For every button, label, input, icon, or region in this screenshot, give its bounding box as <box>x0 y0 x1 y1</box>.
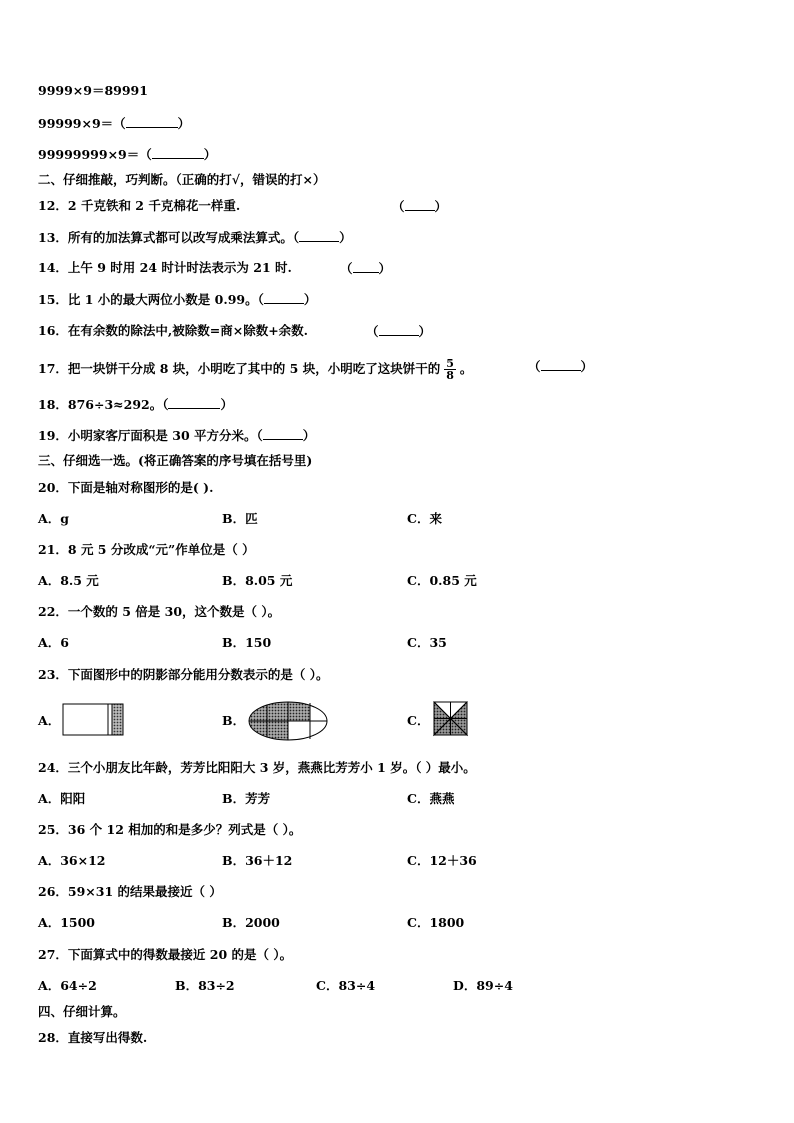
q21-option-c[interactable]: C．0.85 元 <box>407 573 477 588</box>
q16-text: 16．在有余数的除法中,被除数=商×除数+余数. <box>38 323 309 338</box>
q20-option-b[interactable]: B．匹 <box>222 511 258 526</box>
q17-text: 17．把一块饼干分成 8 块，小明吃了其中的 5 块，小明吃了这块饼干的 <box>38 361 441 376</box>
fraction <box>444 358 456 381</box>
shaded-square-figure <box>433 701 469 737</box>
line-2-close: ） <box>177 116 191 131</box>
q22-option-c[interactable]: C．35 <box>407 635 447 650</box>
answer-blank[interactable] <box>299 229 339 242</box>
shaded-rectangle-figure <box>62 703 126 737</box>
question-14 <box>38 260 292 276</box>
shaded-ellipse-figure <box>247 700 329 742</box>
paren: ） <box>434 199 448 214</box>
question-12 <box>38 198 240 214</box>
q27-option-b[interactable]: B．83÷2 <box>175 978 235 993</box>
q23-option-c[interactable]: C． <box>407 713 430 728</box>
section-2-heading: 二、仔细推敲，巧判断。（正确的打√，错误的打×） <box>38 172 326 187</box>
q25-option-a[interactable]: A．36×12 <box>38 853 106 868</box>
question-16 <box>38 323 308 339</box>
question-28: 28．直接写出得数. <box>38 1030 148 1045</box>
paren: ） <box>220 397 233 412</box>
paren: ） <box>378 261 392 276</box>
question-24: 24．三个小朋友比年龄，芳芳比阳阳大 3 岁，燕燕比芳芳小 1 岁。（ ）最小。 <box>38 760 476 775</box>
q14-text: 14．上午 9 时用 24 时计时法表示为 21 时. <box>38 260 292 275</box>
q25-option-b[interactable]: B．36＋12 <box>222 853 293 868</box>
q24-option-b[interactable]: B．芳芳 <box>222 791 271 806</box>
line-3 <box>38 146 216 163</box>
q25-option-c[interactable]: C．12＋36 <box>407 853 477 868</box>
question-21: 21．8 元 5 分改成“元”作单位是（ ） <box>38 542 255 557</box>
paren: （ <box>528 359 541 374</box>
line-3-text: 99999999×9＝（ <box>38 147 152 162</box>
q17-end: 。 <box>459 361 473 376</box>
q15-text: 15．比 1 小的最大两位小数是 0.99。（ <box>38 292 264 307</box>
line-3-close: ） <box>203 147 217 162</box>
paren: ） <box>580 359 594 374</box>
q16-answer <box>366 323 431 340</box>
question-18 <box>38 396 233 413</box>
q19-text: 19．小明家客厅面积是 30 平方分米。（ <box>38 428 263 443</box>
q18-text: 18．876÷3≈292。（ <box>38 397 169 412</box>
paren: ） <box>302 428 316 443</box>
answer-blank[interactable] <box>152 146 204 159</box>
question-20: 20．下面是轴对称图形的是( ). <box>38 480 214 495</box>
paren: ） <box>303 292 317 307</box>
q20-option-a[interactable]: A．g <box>38 511 69 526</box>
q21-option-b[interactable]: B．8.05 元 <box>222 573 293 588</box>
q26-option-b[interactable]: B．2000 <box>222 915 280 930</box>
answer-blank[interactable] <box>168 396 220 409</box>
q24-option-c[interactable]: C．燕燕 <box>407 791 455 806</box>
q21-option-a[interactable]: A．8.5 元 <box>38 573 99 588</box>
q23-option-a[interactable]: A． <box>38 713 61 728</box>
q27-option-a[interactable]: A．64÷2 <box>38 978 97 993</box>
line-2 <box>38 115 190 132</box>
q27-option-d[interactable]: D．89÷4 <box>453 978 513 993</box>
q12-text: 12．2 千克铁和 2 千克棉花一样重. <box>38 198 241 213</box>
q14-answer <box>340 260 391 277</box>
q27-option-c[interactable]: C．83÷4 <box>316 978 376 993</box>
answer-blank[interactable] <box>263 427 303 440</box>
paren: （ <box>366 324 379 339</box>
question-25: 25．36 个 12 相加的和是多少？列式是（ ）。 <box>38 822 302 837</box>
q24-option-a[interactable]: A．阳阳 <box>38 791 86 806</box>
paren: ） <box>418 324 432 339</box>
question-22: 22．一个数的 5 倍是 30，这个数是（ ）。 <box>38 604 281 619</box>
answer-blank[interactable] <box>379 323 419 336</box>
denominator: 8 <box>446 369 454 382</box>
numerator: 5 <box>446 357 454 370</box>
section-4-heading: 四、仔细计算。 <box>38 1004 126 1019</box>
line-2-text: 99999×9＝（ <box>38 116 126 131</box>
question-23: 23．下面图形中的阴影部分能用分数表示的是（ ）。 <box>38 667 329 682</box>
q22-option-a[interactable]: A．6 <box>38 635 69 650</box>
q20-option-c[interactable]: C．来 <box>407 511 442 526</box>
answer-blank[interactable] <box>264 291 304 304</box>
q13-text: 13．所有的加法算式都可以改写成乘法算式。（ <box>38 230 300 245</box>
q12-answer <box>392 198 447 215</box>
question-19 <box>38 427 315 444</box>
q23-option-b[interactable]: B． <box>222 713 246 728</box>
q26-option-c[interactable]: C．1800 <box>407 915 465 930</box>
question-26: 26．59×31 的结果最接近（ ） <box>38 884 222 899</box>
line-1: 9999×9＝89991 <box>38 83 148 98</box>
section-3-heading: 三、仔细选一选。(将正确答案的序号填在括号里) <box>38 453 313 468</box>
answer-blank[interactable] <box>541 358 581 371</box>
paren: （ <box>392 199 405 214</box>
q17-answer <box>528 358 593 375</box>
answer-blank[interactable] <box>405 198 435 211</box>
q26-option-a[interactable]: A．1500 <box>38 915 95 930</box>
question-17 <box>38 358 472 381</box>
answer-blank[interactable] <box>353 260 379 273</box>
question-27: 27．下面算式中的得数最接近 20 的是（ ）。 <box>38 947 293 962</box>
q22-option-b[interactable]: B．150 <box>222 635 272 650</box>
question-15 <box>38 291 316 308</box>
question-13 <box>38 229 352 246</box>
paren: （ <box>340 261 353 276</box>
paren: ） <box>339 230 352 245</box>
answer-blank[interactable] <box>126 115 178 128</box>
